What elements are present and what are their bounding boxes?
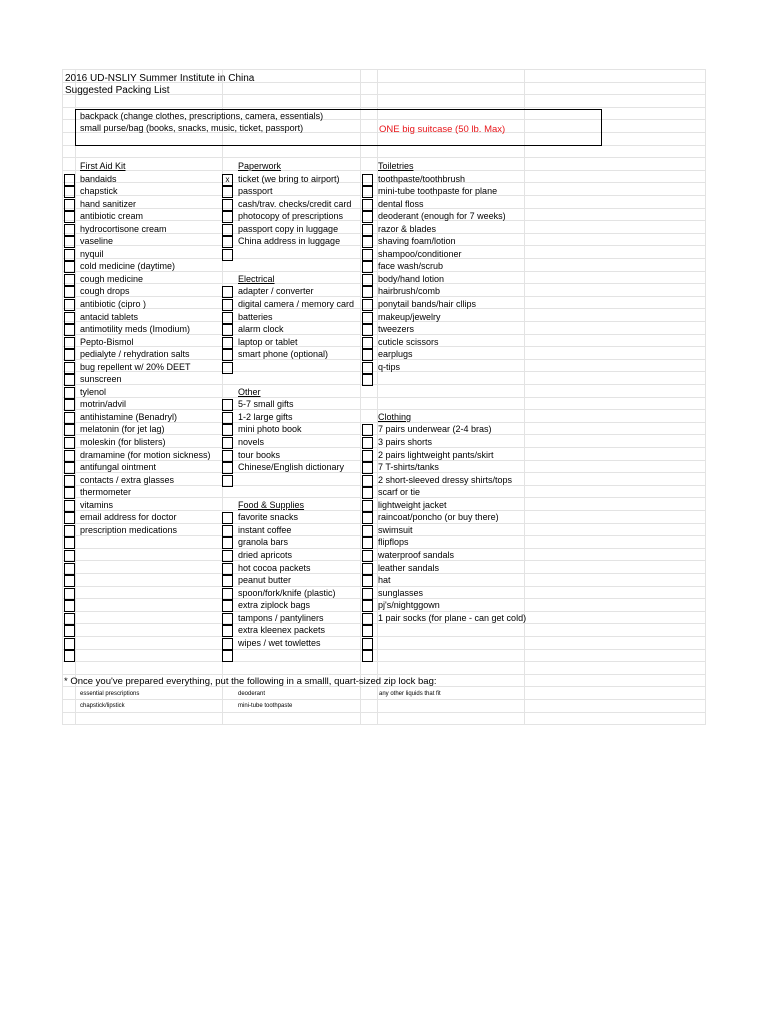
item-label: motrin/advil xyxy=(80,399,127,410)
page-subtitle: Suggested Packing List xyxy=(65,85,170,96)
item-label: makeup/jewelry xyxy=(378,311,441,322)
checkbox[interactable] xyxy=(64,625,75,637)
checkbox[interactable] xyxy=(362,650,373,662)
item-label: bug repellent w/ 20% DEET xyxy=(80,361,191,372)
checkbox[interactable] xyxy=(64,324,75,336)
item-label: vaseline xyxy=(80,236,114,247)
item-label: tweezers xyxy=(378,324,415,335)
item-label: mini photo book xyxy=(238,424,302,435)
section-header: Clothing xyxy=(378,411,412,422)
item-label: razor & blades xyxy=(378,223,437,234)
grid-line xyxy=(524,69,525,725)
item-label: peanut butter xyxy=(238,575,292,586)
grid-line xyxy=(62,724,705,725)
item-label: flipflops xyxy=(378,537,409,548)
item-label: granola bars xyxy=(238,537,289,548)
item-label: alarm clock xyxy=(238,324,284,335)
item-label: prescription medications xyxy=(80,524,178,535)
checkbox[interactable] xyxy=(64,537,75,549)
item-label: body/hand lotion xyxy=(378,273,445,284)
item-label: leather sandals xyxy=(378,562,440,573)
suitcase-note: ONE big suitcase (50 lb. Max) xyxy=(379,124,506,135)
checkbox[interactable] xyxy=(64,286,75,298)
item-label: cough drops xyxy=(80,286,130,297)
checkbox[interactable] xyxy=(64,374,75,386)
item-label: hat xyxy=(378,575,391,586)
checkbox[interactable] xyxy=(64,362,75,374)
grid-line xyxy=(62,674,705,675)
item-label: email address for doctor xyxy=(80,512,177,523)
item-label: extra kleenex packets xyxy=(238,625,326,636)
checkbox[interactable] xyxy=(362,424,373,436)
item-label: 1-2 large gifts xyxy=(238,411,293,422)
item-label: dried apricots xyxy=(238,549,293,560)
grid-line xyxy=(62,649,705,650)
item-label: waterproof sandals xyxy=(378,549,455,560)
item-label: moleskin (for blisters) xyxy=(80,437,166,448)
item-label: melatonin (for jet lag) xyxy=(80,424,165,435)
checkbox[interactable] xyxy=(64,349,75,361)
checkbox[interactable] xyxy=(362,563,373,575)
checkbox[interactable] xyxy=(64,399,75,411)
checkbox[interactable] xyxy=(222,550,233,562)
checkbox[interactable] xyxy=(64,638,75,650)
item-label: swimsuit xyxy=(378,524,413,535)
checkbox[interactable] xyxy=(222,399,233,411)
item-label: smart phone (optional) xyxy=(238,349,329,360)
checkbox[interactable] xyxy=(362,224,373,236)
checkbox[interactable] xyxy=(362,186,373,198)
checkbox[interactable] xyxy=(64,174,75,186)
checkbox[interactable] xyxy=(64,575,75,587)
item-label: wipes / wet towlettes xyxy=(238,637,321,648)
checkbox[interactable] xyxy=(362,600,373,612)
checkbox[interactable] xyxy=(222,537,233,549)
checkbox[interactable] xyxy=(222,588,233,600)
checkbox[interactable] xyxy=(222,625,233,637)
item-label: toothpaste/toothbrush xyxy=(378,173,466,184)
checkbox[interactable] xyxy=(362,324,373,336)
section-header: Food & Supplies xyxy=(238,499,305,510)
checkbox[interactable] xyxy=(222,224,233,236)
grid-line xyxy=(360,69,361,725)
item-label: antibiotic (cipro ) xyxy=(80,299,147,310)
checkbox[interactable] xyxy=(222,186,233,198)
checkbox[interactable] xyxy=(222,362,233,374)
item-label: earplugs xyxy=(378,349,413,360)
checkbox[interactable] xyxy=(362,450,373,462)
checkbox[interactable] xyxy=(362,249,373,261)
item-label: antimotility meds (Imodium) xyxy=(80,324,191,335)
checkbox[interactable] xyxy=(362,261,373,273)
grid-line xyxy=(705,69,706,725)
item-label: cough medicine xyxy=(80,273,144,284)
item-label: photocopy of prescriptions xyxy=(238,211,344,222)
grid-line xyxy=(75,69,76,725)
checkbox[interactable] xyxy=(64,475,75,487)
item-label: q-tips xyxy=(378,361,401,372)
checkbox[interactable] xyxy=(64,462,75,474)
item-label: novels xyxy=(238,437,265,448)
item-label: tylenol xyxy=(80,386,107,397)
item-label: tour books xyxy=(238,449,281,460)
checkbox[interactable] xyxy=(64,412,75,424)
item-label: dental floss xyxy=(378,198,424,209)
checkbox[interactable] xyxy=(362,613,373,625)
checkbox[interactable] xyxy=(64,261,75,273)
checkbox[interactable] xyxy=(362,286,373,298)
checkbox[interactable] xyxy=(362,337,373,349)
grid-line xyxy=(62,699,705,700)
checkbox[interactable] xyxy=(64,563,75,575)
item-label: laptop or tablet xyxy=(238,336,298,347)
checkbox[interactable] xyxy=(362,525,373,537)
item-label: lightweight jacket xyxy=(378,499,447,510)
item-label: 2 short-sleeved dressy shirts/tops xyxy=(378,474,513,485)
checkbox[interactable] xyxy=(362,575,373,587)
checkbox[interactable] xyxy=(64,450,75,462)
checkbox[interactable] xyxy=(222,475,233,487)
checkbox[interactable] xyxy=(64,525,75,537)
section-header: Paperwork xyxy=(238,161,282,171)
item-label: mini-tube toothpaste for plane xyxy=(378,186,498,197)
checkbox[interactable] xyxy=(64,337,75,349)
checkbox[interactable] xyxy=(64,299,75,311)
checkbox[interactable] xyxy=(64,550,75,562)
checkbox[interactable] xyxy=(362,537,373,549)
section-header: Electrical xyxy=(238,273,275,284)
grid-line xyxy=(62,661,705,662)
checkbox[interactable] xyxy=(222,324,233,336)
checkbox[interactable] xyxy=(222,299,233,311)
checkbox[interactable] xyxy=(222,575,233,587)
checkbox[interactable] xyxy=(362,625,373,637)
item-label: hand sanitizer xyxy=(80,198,137,209)
item-label: favorite snacks xyxy=(238,512,299,523)
item-label: cash/trav. checks/credit card xyxy=(238,198,352,209)
checkbox[interactable] xyxy=(222,412,233,424)
checkbox[interactable] xyxy=(222,512,233,524)
item-label: cuticle scissors xyxy=(378,336,439,347)
checkbox[interactable] xyxy=(362,462,373,474)
checkbox[interactable] xyxy=(222,424,233,436)
purse-line: small purse/bag (books, snacks, music, ticket, passport) xyxy=(80,123,304,133)
checkbox[interactable] xyxy=(362,512,373,524)
checkbox[interactable] xyxy=(222,312,233,324)
section-header: Other xyxy=(238,386,261,397)
checkbox[interactable] xyxy=(222,450,233,462)
ziplock-item: deoderant xyxy=(238,691,266,697)
checkbox[interactable] xyxy=(362,362,373,374)
item-label: antibiotic cream xyxy=(80,211,144,222)
grid-line xyxy=(62,397,705,398)
checkbox[interactable] xyxy=(222,650,233,662)
checkbox[interactable] xyxy=(64,199,75,211)
checkbox[interactable] xyxy=(64,512,75,524)
item-label: hydrocortisone cream xyxy=(80,223,167,234)
checkbox[interactable] xyxy=(64,424,75,436)
item-label: shampoo/conditioner xyxy=(378,248,462,259)
checkbox[interactable] xyxy=(362,500,373,512)
checkbox[interactable] xyxy=(362,588,373,600)
section-header: Toiletries xyxy=(378,161,414,171)
checkbox[interactable] xyxy=(64,588,75,600)
item-label: 7 pairs underwear (2-4 bras) xyxy=(378,424,492,435)
item-label: antihistamine (Benadryl) xyxy=(80,411,178,422)
grid-line xyxy=(62,69,63,725)
item-label: batteries xyxy=(238,311,273,322)
item-label: bandaids xyxy=(80,173,117,184)
item-label: contacts / extra glasses xyxy=(80,474,175,485)
checkbox[interactable] xyxy=(222,211,233,223)
checkbox[interactable] xyxy=(222,600,233,612)
section-header: First Aid Kit xyxy=(80,161,126,171)
checkbox[interactable] xyxy=(222,286,233,298)
checkbox[interactable] xyxy=(222,199,233,211)
checkbox[interactable] xyxy=(362,236,373,248)
checkbox[interactable] xyxy=(222,525,233,537)
item-label: pedialyte / rehydration salts xyxy=(80,349,190,360)
checkbox[interactable] xyxy=(64,312,75,324)
ziplock-item: mini-tube toothpaste xyxy=(238,703,293,709)
checkbox[interactable] xyxy=(64,274,75,286)
checkbox[interactable] xyxy=(222,349,233,361)
grid-line xyxy=(62,107,705,108)
item-label: antifungal ointment xyxy=(80,462,157,473)
grid-line xyxy=(62,712,705,713)
item-label: adapter / converter xyxy=(238,286,314,297)
item-label: thermometer xyxy=(80,487,132,498)
checkbox[interactable] xyxy=(362,638,373,650)
checkbox[interactable] xyxy=(64,211,75,223)
item-label: 5-7 small gifts xyxy=(238,399,294,410)
item-label: Pepto-Bismol xyxy=(80,336,134,347)
checkbox[interactable] xyxy=(362,475,373,487)
item-label: passport copy in luggage xyxy=(238,223,339,234)
item-label: spoon/fork/knife (plastic) xyxy=(238,587,336,598)
item-label: scarf or tie xyxy=(378,487,421,498)
grid-line xyxy=(62,157,705,158)
checkbox[interactable] xyxy=(222,563,233,575)
item-label: sunscreen xyxy=(80,374,122,385)
checkbox[interactable] xyxy=(64,236,75,248)
item-label: ponytail bands/hair cllips xyxy=(378,299,477,310)
item-label: deoderant (enough for 7 weeks) xyxy=(378,211,506,222)
checkbox[interactable] xyxy=(222,462,233,474)
checkbox[interactable] xyxy=(64,249,75,261)
checkbox[interactable] xyxy=(362,199,373,211)
ziplock-item: chapstick/lipstick xyxy=(80,703,125,709)
page-title: 2016 UD-NSLIY Summer Institute in China xyxy=(65,73,255,84)
ziplock-note: * Once you've prepared everything, put the following in a smalll, quart-sized zip lock bag: xyxy=(64,676,437,687)
checkbox[interactable] xyxy=(222,249,233,261)
checkbox[interactable] xyxy=(64,186,75,198)
checkbox[interactable] xyxy=(222,613,233,625)
checkbox[interactable] xyxy=(64,224,75,236)
grid-line xyxy=(62,69,705,70)
checkbox[interactable] xyxy=(222,638,233,650)
item-label: passport xyxy=(238,186,273,197)
checkbox[interactable] xyxy=(64,387,75,399)
grid-line xyxy=(62,384,705,385)
item-label: 3 pairs shorts xyxy=(378,437,433,448)
checkbox[interactable] xyxy=(64,613,75,625)
checkbox[interactable] xyxy=(362,274,373,286)
checkbox[interactable] xyxy=(362,550,373,562)
checkbox[interactable] xyxy=(362,487,373,499)
checkbox[interactable] xyxy=(362,312,373,324)
checkbox[interactable] xyxy=(64,600,75,612)
checkbox[interactable] xyxy=(222,337,233,349)
grid-line xyxy=(62,636,705,637)
item-label: extra ziplock bags xyxy=(238,600,311,611)
checkbox[interactable] xyxy=(362,437,373,449)
ziplock-item: essential prescriptions xyxy=(80,691,140,697)
item-label: vitamins xyxy=(80,499,114,510)
checkbox[interactable] xyxy=(222,236,233,248)
item-label: ticket (we bring to airport) xyxy=(238,173,340,184)
checkbox[interactable] xyxy=(222,437,233,449)
item-label: China address in luggage xyxy=(238,236,341,247)
item-label: nyquil xyxy=(80,248,104,259)
item-label: digital camera / memory card xyxy=(238,299,355,310)
ziplock-item: any other liquids that fit xyxy=(379,691,441,697)
item-label: hairbrush/comb xyxy=(378,286,441,297)
checkbox[interactable] xyxy=(64,487,75,499)
item-label: raincoat/poncho (or buy there) xyxy=(378,512,499,523)
item-label: 1 pair socks (for plane - can get cold) xyxy=(378,612,527,623)
item-label: tampons / pantyliners xyxy=(238,612,324,623)
checkbox[interactable] xyxy=(362,299,373,311)
checkbox[interactable] xyxy=(362,374,373,386)
item-label: Chinese/English dictionary xyxy=(238,462,345,473)
item-label: 2 pairs lightweight pants/skirt xyxy=(378,449,494,460)
checkbox[interactable] xyxy=(362,174,373,186)
item-label: cold medicine (daytime) xyxy=(80,261,176,272)
checkbox[interactable]: x xyxy=(222,174,233,186)
backpack-line: backpack (change clothes, prescriptions, camera, essentials) xyxy=(80,111,324,121)
item-label: sunglasses xyxy=(378,587,424,598)
item-label: shaving foam/lotion xyxy=(378,236,456,247)
checkbox[interactable] xyxy=(362,349,373,361)
item-label: pj's/nightggown xyxy=(378,600,440,611)
item-label: 7 T-shirts/tanks xyxy=(378,462,439,473)
item-label: hot cocoa packets xyxy=(238,562,311,573)
checkbox[interactable] xyxy=(362,211,373,223)
checkbox[interactable] xyxy=(64,500,75,512)
checkbox[interactable] xyxy=(64,650,75,662)
item-label: chapstick xyxy=(80,186,118,197)
item-label: face wash/scrub xyxy=(378,261,444,272)
item-label: dramamine (for motion sickness) xyxy=(80,449,211,460)
item-label: instant coffee xyxy=(238,524,292,535)
item-label: antacid tablets xyxy=(80,311,139,322)
checkbox[interactable] xyxy=(64,437,75,449)
